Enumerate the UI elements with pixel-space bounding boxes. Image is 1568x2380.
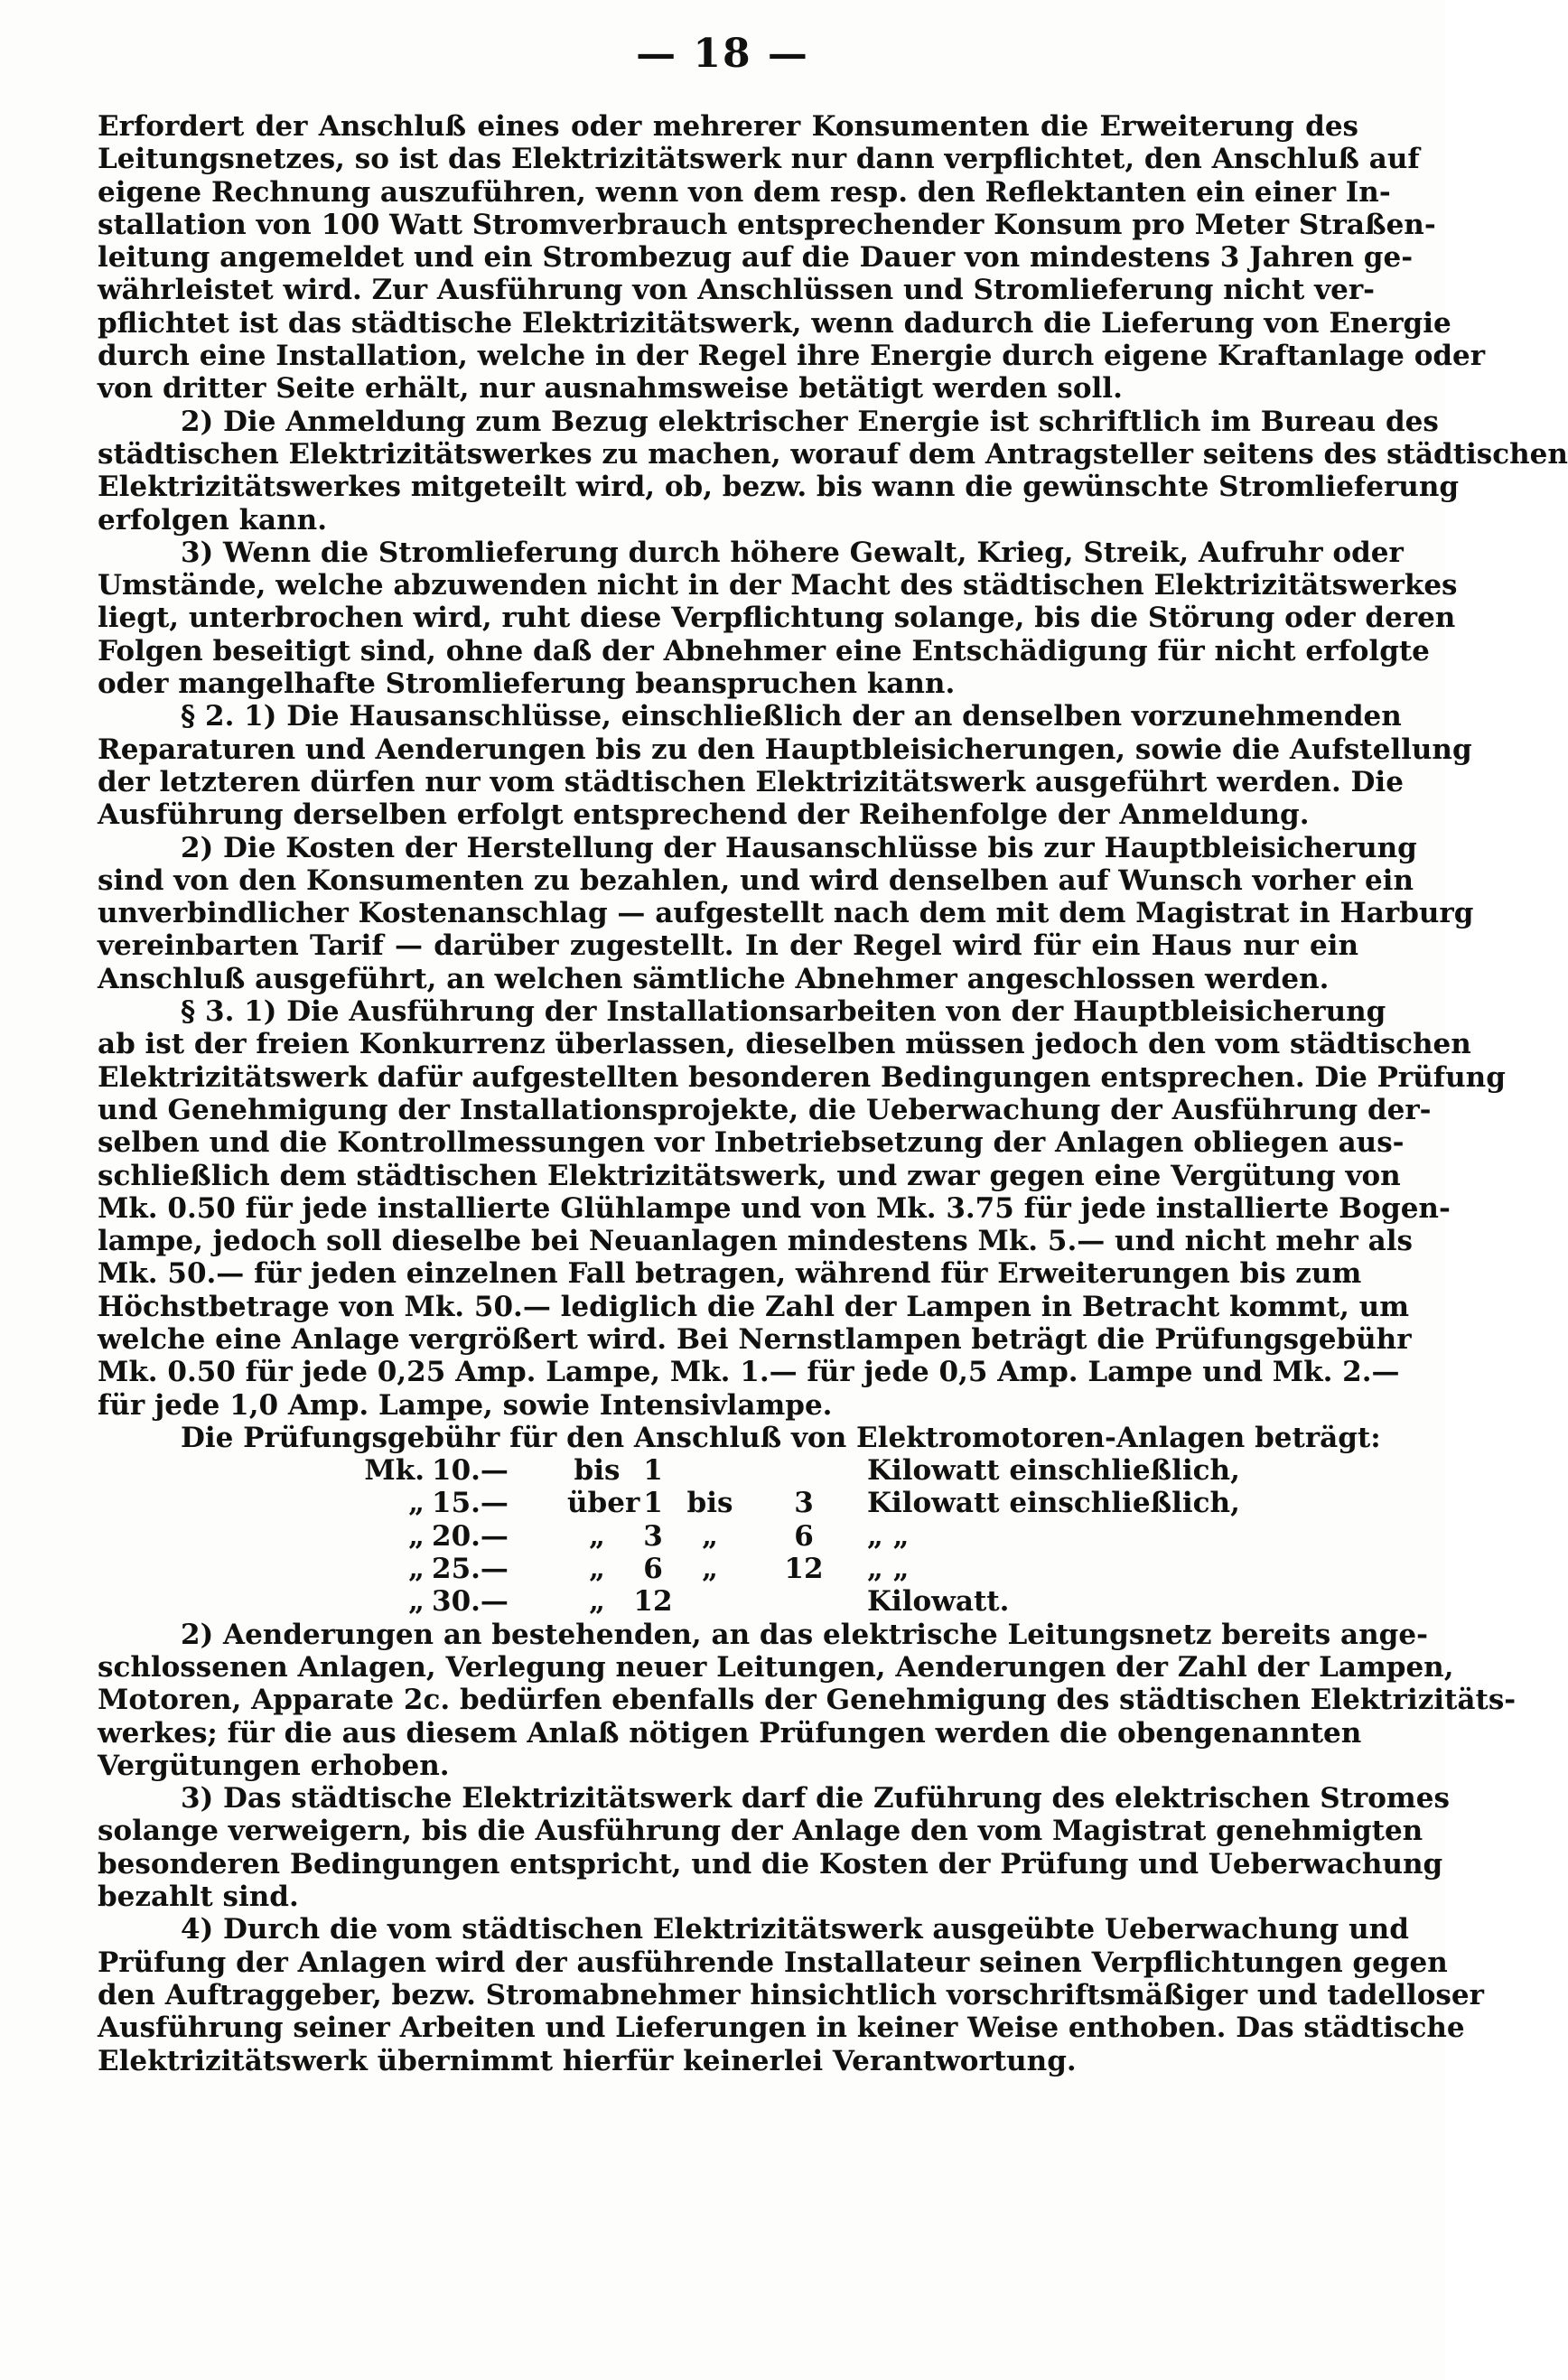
text-line: 2) Aenderungen an bestehenden, an das elektrische Leitungsnetz bereits ange- xyxy=(181,1618,1428,1651)
text-line: werkes; für die aus diesem Anlaß nötigen Prüfungen werden die obengenannten xyxy=(98,1716,1362,1750)
fee-table-cell-to: 3 xyxy=(794,1487,814,1520)
fee-table-cell-prefix: „ xyxy=(408,1553,425,1586)
fee-table-cell-unit: Kilowatt. xyxy=(867,1585,1010,1619)
fee-table-cell-from: 6 xyxy=(643,1553,663,1586)
text-line: 4) Durch die vom städtischen Elektrizitätswerk ausgeübte Ueberwachung und xyxy=(181,1913,1409,1946)
fee-table-cell-from: 12 xyxy=(633,1585,673,1619)
text-line: Erfordert der Anschluß eines oder mehrerer Konsumenten die Erweiterung des xyxy=(98,110,1358,143)
text-line: Ausführung derselben erfolgt entsprechend der Reihenfolge der Anmeldung. xyxy=(98,798,1310,832)
text-line: währleistet wird. Zur Ausführung von Anschlüssen und Stromlieferung nicht ver- xyxy=(98,274,1376,307)
text-line: Ausführung seiner Arbeiten und Lieferungen in keiner Weise enthoben. Das städtische xyxy=(98,2011,1465,2045)
text-line: Höchstbetrage von Mk. 50.— lediglich die Zahl der Lampen in Betracht kommt, um xyxy=(98,1290,1410,1323)
text-line: oder mangelhafte Stromlieferung beanspruchen kann. xyxy=(98,667,956,701)
text-line: solange verweigern, bis die Ausführung der Anlage den vom Magistrat genehmigten xyxy=(98,1815,1423,1848)
fee-table-cell-from: 3 xyxy=(643,1519,663,1553)
text-line: besonderen Bedingungen entspricht, und die Kosten der Prüfung und Ueberwachung xyxy=(98,1847,1443,1881)
text-line: 2) Die Kosten der Herstellung der Hausanschlüsse bis zur Hauptbleisicherung xyxy=(181,831,1417,864)
fee-table-cell-prefix: „ xyxy=(408,1519,425,1553)
text-line: § 2. 1) Die Hausanschlüsse, einschließlich der an denselben vorzunehmenden xyxy=(181,700,1402,733)
text-line: der letzteren dürfen nur vom städtischen Elektrizitätswerk ausgeführt werden. Die xyxy=(98,765,1404,798)
paragraph xyxy=(98,1421,1381,1454)
text-line: Prüfung der Anlagen wird der ausführende Installateur seinen Verpflichtungen gegen xyxy=(98,1946,1448,1979)
text-line: 2) Die Anmeldung zum Bezug elektrischer Energie ist schriftlich im Bureau des xyxy=(181,405,1439,438)
text-line: eigene Rechnung auszuführen, wenn von dem resp. den Reflektanten ein einer In- xyxy=(98,175,1391,209)
text-line: unverbindlicher Kostenanschlag — aufgestellt nach dem mit dem Magistrat in Harburg xyxy=(98,897,1474,930)
fee-table-cell-sep: bis xyxy=(686,1487,733,1520)
text-line: Mk. 0.50 für jede installierte Glühlampe und von Mk. 3.75 für jede installierte Bogen- xyxy=(98,1191,1451,1225)
paragraph xyxy=(98,1618,1517,1782)
text-line: schließlich dem städtischen Elektrizitätswerk, und zwar gegen eine Vergütung von xyxy=(98,1159,1401,1192)
fee-table-cell-amount: 15.— xyxy=(432,1487,509,1520)
text-line: und Genehmigung der Installationsprojekte, die Ueberwachung der Ausführung der- xyxy=(98,1093,1432,1126)
fee-table-cell-to: 6 xyxy=(794,1519,814,1553)
page-body xyxy=(98,110,1568,2077)
text-line: Mk. 0.50 für jede 0,25 Amp. Lampe, Mk. 1.— für jede 0,5 Amp. Lampe und Mk. 2.— xyxy=(98,1356,1400,1389)
fee-table-cell-unit: Kilowatt einschließlich, xyxy=(867,1487,1240,1520)
fee-table-cell-prefix: „ xyxy=(408,1487,425,1520)
text-line: erfolgen kann. xyxy=(98,503,328,537)
text-line: Elektrizitätswerkes mitgeteilt wird, ob, bezw. bis wann die gewünschte Stromlieferung xyxy=(98,471,1460,504)
paragraphs-before-table xyxy=(98,110,1568,1454)
fee-table-cell-to: 12 xyxy=(784,1553,824,1586)
fee-table-cell-sep: „ xyxy=(702,1519,718,1553)
fee-table-cell-rel: „ xyxy=(589,1553,605,1586)
text-line: Reparaturen und Aenderungen bis zu den Hauptbleisicherungen, sowie die Aufstellung xyxy=(98,733,1472,766)
fee-table xyxy=(323,1454,1240,1619)
fee-table-cell-from: 1 xyxy=(643,1487,663,1520)
fee-table-cell-prefix: „ xyxy=(408,1585,425,1619)
paragraph xyxy=(98,831,1474,995)
fee-table-cell-from: 1 xyxy=(643,1454,663,1488)
text-line: bezahlt sind. xyxy=(98,1881,299,1914)
fee-table-cell-rel: „ xyxy=(589,1519,605,1553)
fee-table-cell-to xyxy=(741,1585,867,1618)
text-line: stallation von 100 Watt Stromverbrauch entsprechender Konsum pro Meter Straßen- xyxy=(98,208,1436,241)
fee-table-cell-amount: 25.— xyxy=(432,1553,509,1586)
text-line: Die Prüfungsgebühr für den Anschluß von Elektromotoren-Anlagen beträgt: xyxy=(181,1421,1381,1454)
text-line: liegt, unterbrochen wird, ruht diese Verpflichtung solange, bis die Störung oder deren xyxy=(98,602,1456,635)
text-line: Motoren, Apparate 2c. bedürfen ebenfalls der Genehmigung des städtischen Elektrizitäts- xyxy=(98,1684,1517,1717)
text-line: Elektrizitätswerk übernimmt hierfür keinerlei Verantwortung. xyxy=(98,2044,1077,2077)
fee-table-cell-sep xyxy=(679,1585,741,1618)
text-line: für jede 1,0 Amp. Lampe, sowie Intensivlampe. xyxy=(98,1388,833,1422)
text-line: städtischen Elektrizitätswerkes zu machen, worauf dem Antragsteller seitens des städtischen xyxy=(98,437,1568,471)
fee-table-cell-sep: „ xyxy=(702,1553,718,1586)
text-line: 3) Wenn die Stromlieferung durch höhere Gewalt, Krieg, Streik, Aufruhr oder xyxy=(181,536,1404,569)
paragraphs-after-table xyxy=(98,1618,1517,2077)
fee-table-cell-unit: Kilowatt einschließlich, xyxy=(867,1454,1240,1488)
fee-table-cell-unit: „ „ xyxy=(867,1519,910,1553)
text-line: § 3. 1) Die Ausführung der Installationsarbeiten von der Hauptbleisicherung xyxy=(181,995,1386,1029)
fee-table-cell-prefix: Mk. xyxy=(364,1454,425,1488)
text-line: vereinbarten Tarif — darüber zugestellt. In der Regel wird für ein Haus nur ein xyxy=(98,929,1358,963)
text-line: schlossenen Anlagen, Verlegung neuer Leitungen, Aenderungen der Zahl der Lampen, xyxy=(98,1650,1454,1684)
text-line: 3) Das städtische Elektrizitätswerk darf die Zuführung des elektrischen Stromes xyxy=(181,1782,1450,1815)
fee-table-cell-rel: „ xyxy=(589,1585,605,1619)
text-line: Folgen beseitigt sind, ohne daß der Abnehmer eine Entschädigung für nicht erfolgte xyxy=(98,634,1430,667)
paragraph xyxy=(98,995,1506,1422)
fee-table-cell-amount: 10.— xyxy=(432,1454,509,1488)
fee-table-cell-amount: 30.— xyxy=(432,1585,509,1619)
paragraph xyxy=(98,110,1486,406)
fee-table-cell-amount: 20.— xyxy=(432,1519,509,1553)
text-line: Anschluß ausgeführt, an welchen sämtliche Abnehmer angeschlossen werden. xyxy=(98,962,1330,995)
text-line: durch eine Installation, welche in der Regel ihre Energie durch eigene Kraftanlage oder xyxy=(98,340,1486,373)
text-line: Elektrizitätswerk dafür aufgestellten besonderen Bedingungen entsprechen. Die Prüfung xyxy=(98,1060,1506,1094)
text-line: Umstände, welche abzuwenden nicht in der Macht des städtischen Elektrizitätswerkes xyxy=(98,569,1458,602)
text-line: welche eine Anlage vergrößert wird. Bei Nernstlampen beträgt die Prüfungsgebühr xyxy=(98,1322,1412,1356)
text-line: pflichtet ist das städtische Elektrizitätswerk, wenn dadurch die Lieferung von Energie xyxy=(98,306,1451,340)
text-line: selben und die Kontrollmessungen vor Inbetriebsetzung der Anlagen obliegen aus- xyxy=(98,1126,1405,1160)
text-line: lampe, jedoch soll dieselbe bei Neuanlagen mindestens Mk. 5.— und nicht mehr als xyxy=(98,1225,1413,1258)
text-line: leitung angemeldet und ein Strombezug auf die Dauer von mindestens 3 Jahren ge- xyxy=(98,241,1414,275)
fee-table-cell-unit: „ „ xyxy=(867,1553,910,1586)
text-line: sind von den Konsumenten zu bezahlen, und wird denselben auf Wunsch vorher ein xyxy=(98,863,1414,897)
page-number: — 18 — xyxy=(636,31,809,77)
text-line: von dritter Seite erhält, nur ausnahmsweise betätigt werden soll. xyxy=(98,372,1123,406)
paragraph xyxy=(98,405,1568,537)
paragraph xyxy=(98,536,1458,701)
text-line: ab ist der freien Konkurrenz überlassen, dieselben müssen jedoch den vom städtischen xyxy=(98,1028,1471,1061)
fee-table-cell-rel: über xyxy=(567,1487,640,1520)
text-line: Mk. 50.— für jeden einzelnen Fall betragen, während für Erweiterungen bis zum xyxy=(98,1257,1362,1291)
paragraph xyxy=(98,1782,1450,1914)
text-line: Leitungsnetzes, so ist das Elektrizitätswerk nur dann verpflichtet, den Anschluß auf xyxy=(98,143,1420,176)
text-line: den Auftraggeber, bezw. Stromabnehmer hinsichtlich vorschriftsmäßiger und tadelloser xyxy=(98,1978,1484,2011)
paragraph xyxy=(98,700,1472,832)
fee-table-cell-to xyxy=(741,1454,867,1487)
fee-table-cell-rel: bis xyxy=(574,1454,621,1488)
paragraph xyxy=(98,1913,1484,2077)
fee-table-cell-sep xyxy=(679,1454,741,1487)
text-line: Vergütungen erhoben. xyxy=(98,1749,450,1782)
